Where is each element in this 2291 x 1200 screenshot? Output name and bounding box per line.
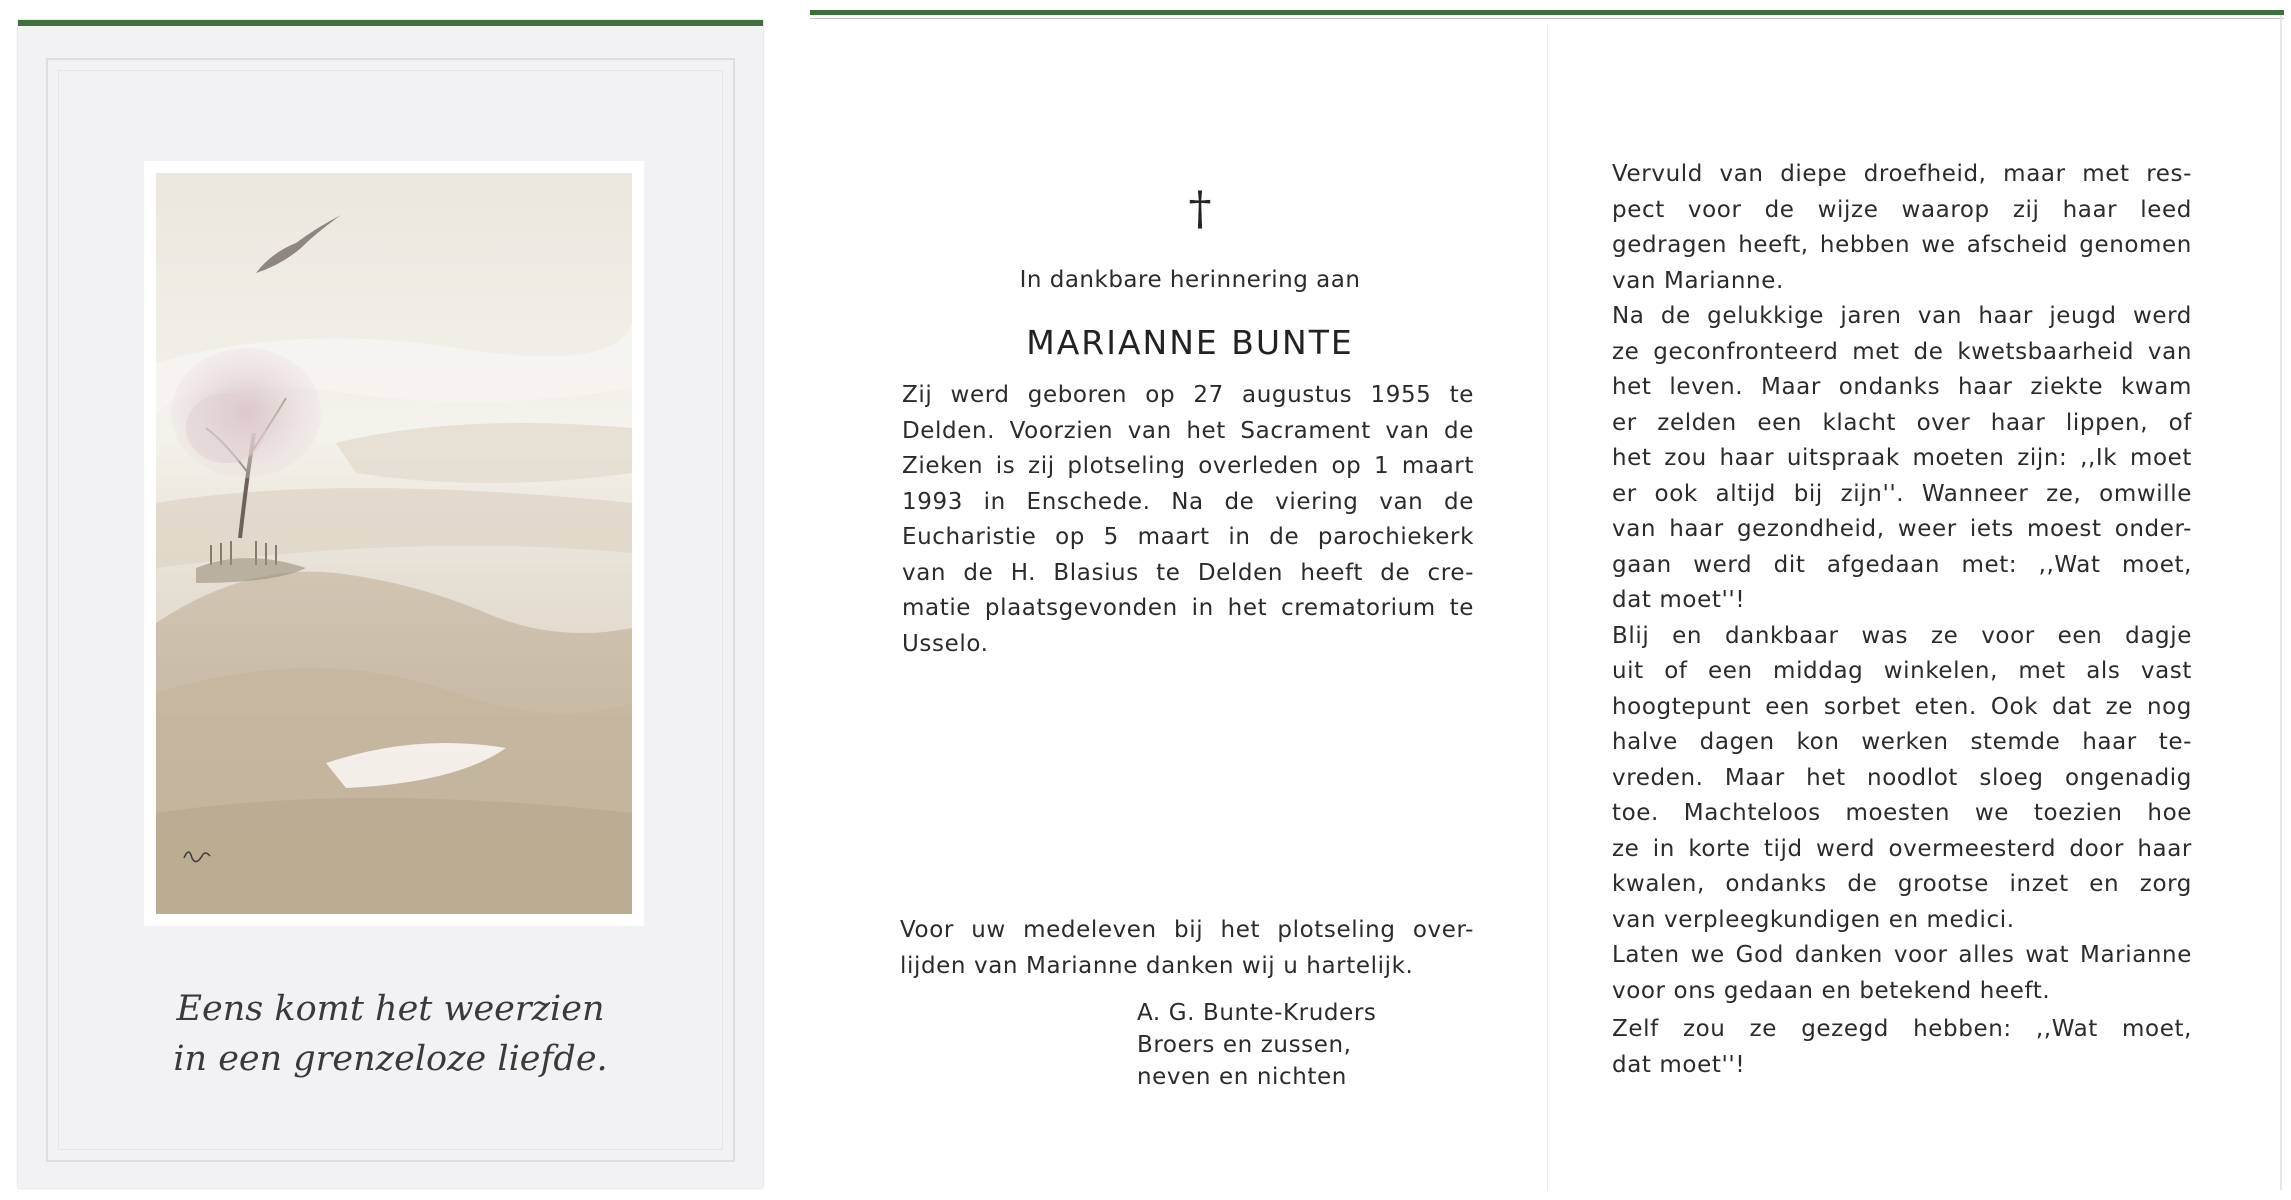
text-line: Na de gelukkige jaren van haar jeugd werd bbox=[1612, 303, 2192, 329]
text-line: het leven. Maar ondanks haar ziekte kwam bbox=[1612, 374, 2192, 400]
text-line: uit of een middag winkelen, met als vast bbox=[1612, 658, 2192, 684]
text-line: er zelden een klacht over haar lippen, of bbox=[1612, 409, 2192, 436]
text-line: hoogtepunt een sorbet eten. Ook dat ze nog bbox=[1612, 693, 2192, 720]
text-line: kwalen, ondanks de grootse inzet en zorg bbox=[1612, 871, 2192, 897]
text-line: vreden. Maar het noodlot sloeg ongenadig bbox=[1612, 764, 2192, 791]
cross-icon: † bbox=[1188, 181, 1212, 235]
thanks-line: Voor uw medeleven bij het plotseling over- bbox=[900, 917, 1474, 943]
text-line: gaan werd dit afgedaan met: ,,Wat moet, bbox=[1612, 551, 2192, 578]
text-line: er ook altijd bij zijn''. Wanneer ze, omwille bbox=[1612, 480, 2192, 507]
front-card bbox=[18, 20, 763, 1188]
text-line: toe. Machteloos moesten we toezien hoe bbox=[1612, 800, 2192, 826]
verse-line-1: Eens komt het weerzien bbox=[176, 989, 605, 1029]
bio-line: matie plaatsgevonden in het crematorium te bbox=[902, 595, 1474, 621]
landscape-painting bbox=[156, 173, 632, 914]
text-line: het zou haar uitspraak moeten zijn: ,,Ik moet bbox=[1612, 445, 2192, 471]
thanks-line: lijden van Marianne danken wij u hartelijk. bbox=[900, 952, 1414, 979]
text-line: dat moet''! bbox=[1612, 1051, 1746, 1078]
text-line: van verpleegkundigen en medici. bbox=[1612, 906, 2015, 933]
family-signature bbox=[1137, 997, 1377, 1093]
verse-line-2: in een grenzeloze liefde. bbox=[173, 1039, 608, 1079]
remembrance-text bbox=[1612, 157, 2192, 1083]
text-line: Vervuld van diepe droefheid, maar met res- bbox=[1612, 161, 2192, 187]
deceased-name: MARIANNE BUNTE bbox=[1026, 323, 1354, 362]
signature-line: A. G. Bunte-Kruders bbox=[1137, 1000, 1377, 1026]
text-line: Zelf zou ze gezegd hebben: ,,Wat moet, bbox=[1612, 1016, 2192, 1042]
text-line: ze in korte tijd werd overmeesterd door haar bbox=[1612, 835, 2192, 862]
verse bbox=[18, 984, 763, 1084]
text-line: van haar gezondheid, weer iets moest onder- bbox=[1612, 516, 2192, 542]
text-line: pect voor de wijze waarop zij haar leed bbox=[1612, 196, 2192, 223]
biography-paragraph bbox=[902, 378, 1474, 662]
bio-line: van de H. Blasius te Delden heeft de cre- bbox=[902, 559, 1474, 586]
thanks-paragraph bbox=[900, 913, 1474, 984]
bio-line: 1993 in Enschede. Na de viering van de bbox=[902, 488, 1474, 515]
inside-spread bbox=[810, 10, 2284, 1190]
text-line: gedragen heeft, hebben we afscheid genomen bbox=[1612, 232, 2192, 258]
bio-line: Zieken is zij plotseling overleden op 1 maart bbox=[902, 453, 1474, 479]
text-line: ze geconfronteerd met de kwetsbaarheid van bbox=[1612, 338, 2192, 365]
signature-line: Broers en zussen, bbox=[1137, 1032, 1352, 1058]
landscape-illustration bbox=[156, 173, 632, 914]
bio-line: Eucharistie op 5 maart in de parochiekerk bbox=[902, 524, 1474, 550]
painting-mat bbox=[144, 161, 644, 926]
bio-line: Delden. Voorzien van het Sacrament van de bbox=[902, 417, 1474, 444]
fold-line bbox=[1547, 25, 1548, 1190]
text-line: Laten we God danken voor alles wat Marianne bbox=[1612, 942, 2192, 968]
signature-line: neven en nichten bbox=[1137, 1064, 1347, 1090]
text-line: van Marianne. bbox=[1612, 267, 1784, 294]
text-line: Blij en dankbaar was ze voor een dagje bbox=[1612, 622, 2192, 649]
dedication-text: In dankbare herinnering aan bbox=[1019, 267, 1361, 293]
text-line: dat moet''! bbox=[1612, 587, 1746, 613]
text-line: voor ons gedaan en betekend heeft. bbox=[1612, 977, 2051, 1004]
bio-line: Zij werd geboren op 27 augustus 1955 te bbox=[902, 382, 1474, 408]
text-line: halve dagen kon werken stemde haar te- bbox=[1612, 729, 2192, 755]
bio-line: Usselo. bbox=[902, 630, 989, 657]
